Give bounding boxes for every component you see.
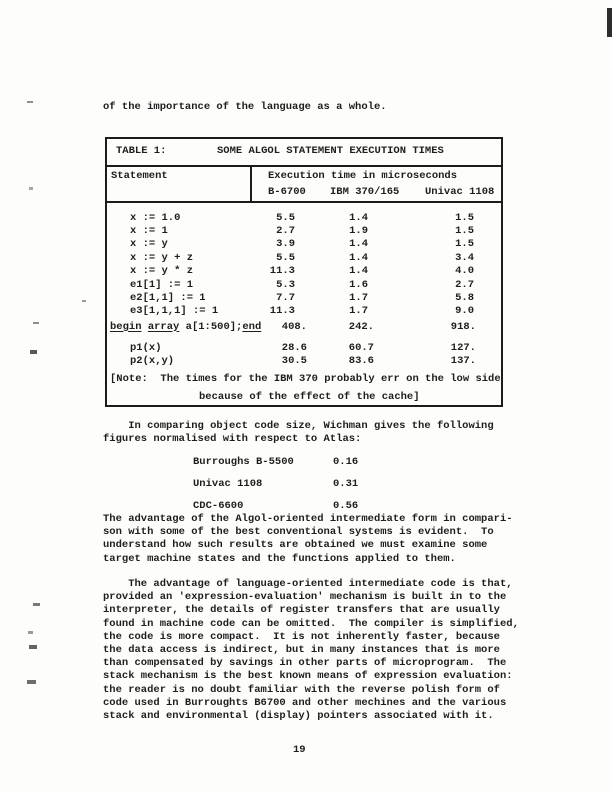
time-value-cell: 3.4 bbox=[455, 251, 474, 264]
time-value-cell: 4.0 bbox=[455, 264, 474, 277]
scan-artifact-mark bbox=[29, 645, 37, 649]
table-title-row bbox=[107, 139, 501, 167]
table-row bbox=[107, 355, 501, 368]
time-value-cell: 3.9 bbox=[276, 238, 295, 251]
table-row bbox=[107, 321, 501, 334]
time-value-cell: 1.4 bbox=[349, 238, 368, 251]
time-value-cell: 7.7 bbox=[276, 292, 295, 305]
scan-artifact-mark bbox=[28, 631, 33, 634]
table-note-line: [Note: The times for the IBM 370 probably err on the low side bbox=[110, 373, 501, 386]
table-label: TABLE 1: bbox=[116, 145, 167, 157]
table-row bbox=[107, 342, 501, 355]
table-body bbox=[107, 203, 501, 404]
table-header-row bbox=[107, 167, 501, 203]
scan-artifact-mark bbox=[82, 300, 86, 302]
time-value-cell: 408. bbox=[281, 320, 307, 333]
time-value-cell: 2.7 bbox=[276, 225, 295, 238]
table-row-group bbox=[107, 342, 501, 368]
table-row-group bbox=[107, 279, 501, 319]
statement-cell: x := y + z bbox=[130, 251, 194, 264]
table-row bbox=[107, 252, 501, 265]
statement-cell: p1(x) bbox=[130, 341, 162, 354]
scan-artifact-mark bbox=[30, 350, 37, 354]
machine-header-univac1108: Univac 1108 bbox=[425, 186, 495, 198]
scan-artifact-bar bbox=[607, 8, 612, 37]
text-line: stack and environmental (display) pointers associated with it. bbox=[103, 710, 494, 723]
page-number: 19 bbox=[293, 744, 306, 756]
text-line: stack mechanism is the best known means of expression evaluation: bbox=[103, 670, 513, 683]
machine-header-ibm370: IBM 370/165 bbox=[330, 186, 400, 198]
time-value-cell: 1.7 bbox=[349, 292, 368, 305]
execution-times-table bbox=[105, 137, 503, 407]
time-value-cell: 1.5 bbox=[455, 212, 474, 224]
time-value-cell: 1.9 bbox=[349, 225, 368, 238]
statement-column-header: Statement bbox=[111, 170, 168, 182]
time-value-cell: 1.4 bbox=[349, 251, 368, 264]
time-value-cell: 1.5 bbox=[455, 238, 474, 251]
statement-cell: e3[1,1,1] := 1 bbox=[130, 305, 219, 318]
paragraph-language-oriented-code bbox=[103, 578, 519, 723]
intro-line: of the importance of the language as a whole. bbox=[103, 101, 387, 113]
column-divider bbox=[250, 167, 252, 201]
text-line: than compensated by savings in other parts of microprogram. The bbox=[103, 657, 507, 670]
paragraph-algol-advantage bbox=[103, 513, 513, 566]
text-line: found in machine code can be omitted. The compiler is simplified, bbox=[103, 617, 519, 630]
text-line: figures normalised with respect to Atlas: bbox=[103, 433, 362, 446]
text-line: The advantage of the Algol-oriented intermediate form in compari- bbox=[103, 513, 513, 525]
statement-cell: p2(x,y) bbox=[130, 354, 175, 367]
time-value-cell: 5.3 bbox=[276, 278, 295, 291]
text-line: the reader is no doubt familiar with the reverse polish form of bbox=[103, 683, 500, 696]
text-line: interpreter, the details of register transfers that are usually bbox=[103, 604, 500, 617]
figure-machine-label: CDC-6600 bbox=[193, 499, 244, 512]
time-value-cell: 1.4 bbox=[349, 212, 368, 224]
scan-artifact-mark bbox=[27, 680, 36, 684]
figure-row bbox=[0, 456, 612, 469]
table-note bbox=[107, 373, 501, 404]
text-line: the code is more compact. It is not inherently faster, because bbox=[103, 630, 500, 643]
time-value-cell: 11.3 bbox=[269, 305, 295, 318]
table-row-group bbox=[107, 321, 501, 334]
time-value-cell: 242. bbox=[348, 320, 374, 333]
table-row bbox=[107, 279, 501, 292]
time-value-cell: 5.5 bbox=[276, 251, 295, 264]
time-value-cell: 5.8 bbox=[455, 292, 474, 305]
machine-header-b6700: B-6700 bbox=[268, 186, 306, 198]
time-value-cell: 83.6 bbox=[348, 354, 374, 367]
paragraph-comparing-code-size bbox=[103, 420, 494, 446]
figure-machine-label: Burroughs B-5500 bbox=[193, 456, 294, 468]
time-value-cell: 60.7 bbox=[348, 341, 374, 354]
time-value-cell: 137. bbox=[450, 354, 476, 367]
table-row bbox=[107, 305, 501, 318]
figure-value: 0.56 bbox=[333, 499, 359, 512]
table-row bbox=[107, 265, 501, 278]
statement-cell: e2[1,1] := 1 bbox=[130, 292, 206, 305]
text-line: the data access is indirect, but in many instances that is more bbox=[103, 644, 500, 657]
table-row bbox=[107, 292, 501, 305]
scan-artifact-mark bbox=[33, 603, 40, 606]
text-line: The advantage of language-oriented intermediate code is that, bbox=[103, 578, 513, 590]
text-line: son with some of the best conventional systems is evident. To bbox=[103, 526, 494, 539]
scan-artifact-mark bbox=[27, 101, 33, 103]
figure-machine-label: Univac 1108 bbox=[193, 477, 263, 490]
figure-value: 0.16 bbox=[333, 456, 359, 468]
table-title: SOME ALGOL STATEMENT EXECUTION TIMES bbox=[217, 145, 444, 157]
time-value-cell: 1.6 bbox=[349, 278, 368, 291]
time-value-cell: 2.7 bbox=[455, 278, 474, 291]
time-value-cell: 9.0 bbox=[455, 305, 474, 318]
table-row bbox=[107, 212, 501, 225]
figure-row bbox=[0, 500, 612, 513]
statement-cell: x := y bbox=[130, 238, 168, 251]
time-value-cell: 30.5 bbox=[281, 354, 307, 367]
time-value-cell: 28.6 bbox=[281, 341, 307, 354]
table-row-group bbox=[107, 212, 501, 278]
text-line: target machine states and the functions applied to them. bbox=[103, 552, 456, 565]
time-value-cell: 127. bbox=[450, 341, 476, 354]
time-value-cell: 5.5 bbox=[276, 212, 295, 224]
text-line: In comparing object code size, Wichman gives the following bbox=[103, 420, 494, 432]
table-row bbox=[107, 238, 501, 251]
statement-cell: begin array a[1:500];end bbox=[110, 320, 262, 333]
time-value-cell: 1.4 bbox=[349, 264, 368, 277]
time-value-cell: 1.5 bbox=[455, 225, 474, 238]
text-line: code used in Burroughts B6700 and other mechines and the various bbox=[103, 696, 507, 709]
table-note-line: because of the effect of the cache] bbox=[199, 391, 420, 404]
statement-cell: x := 1 bbox=[130, 225, 168, 238]
figure-value: 0.31 bbox=[333, 477, 359, 490]
execution-time-header: Execution time in microseconds bbox=[268, 170, 458, 182]
scan-artifact-mark bbox=[33, 322, 39, 324]
time-value-cell: 1.7 bbox=[349, 305, 368, 318]
statement-cell: x := 1.0 bbox=[130, 212, 181, 224]
text-line: understand how such results are obtained we must examine some bbox=[103, 539, 488, 552]
time-value-cell: 11.3 bbox=[269, 264, 295, 277]
statement-cell: x := y * z bbox=[130, 264, 194, 277]
table-row bbox=[107, 225, 501, 238]
figure-row bbox=[0, 478, 612, 491]
time-value-cell: 918. bbox=[450, 320, 476, 333]
text-line: provided an 'expression-evaluation' mechanism is built in to the bbox=[103, 591, 507, 604]
scan-artifact-mark bbox=[29, 187, 33, 190]
statement-cell: e1[1] := 1 bbox=[130, 278, 194, 291]
